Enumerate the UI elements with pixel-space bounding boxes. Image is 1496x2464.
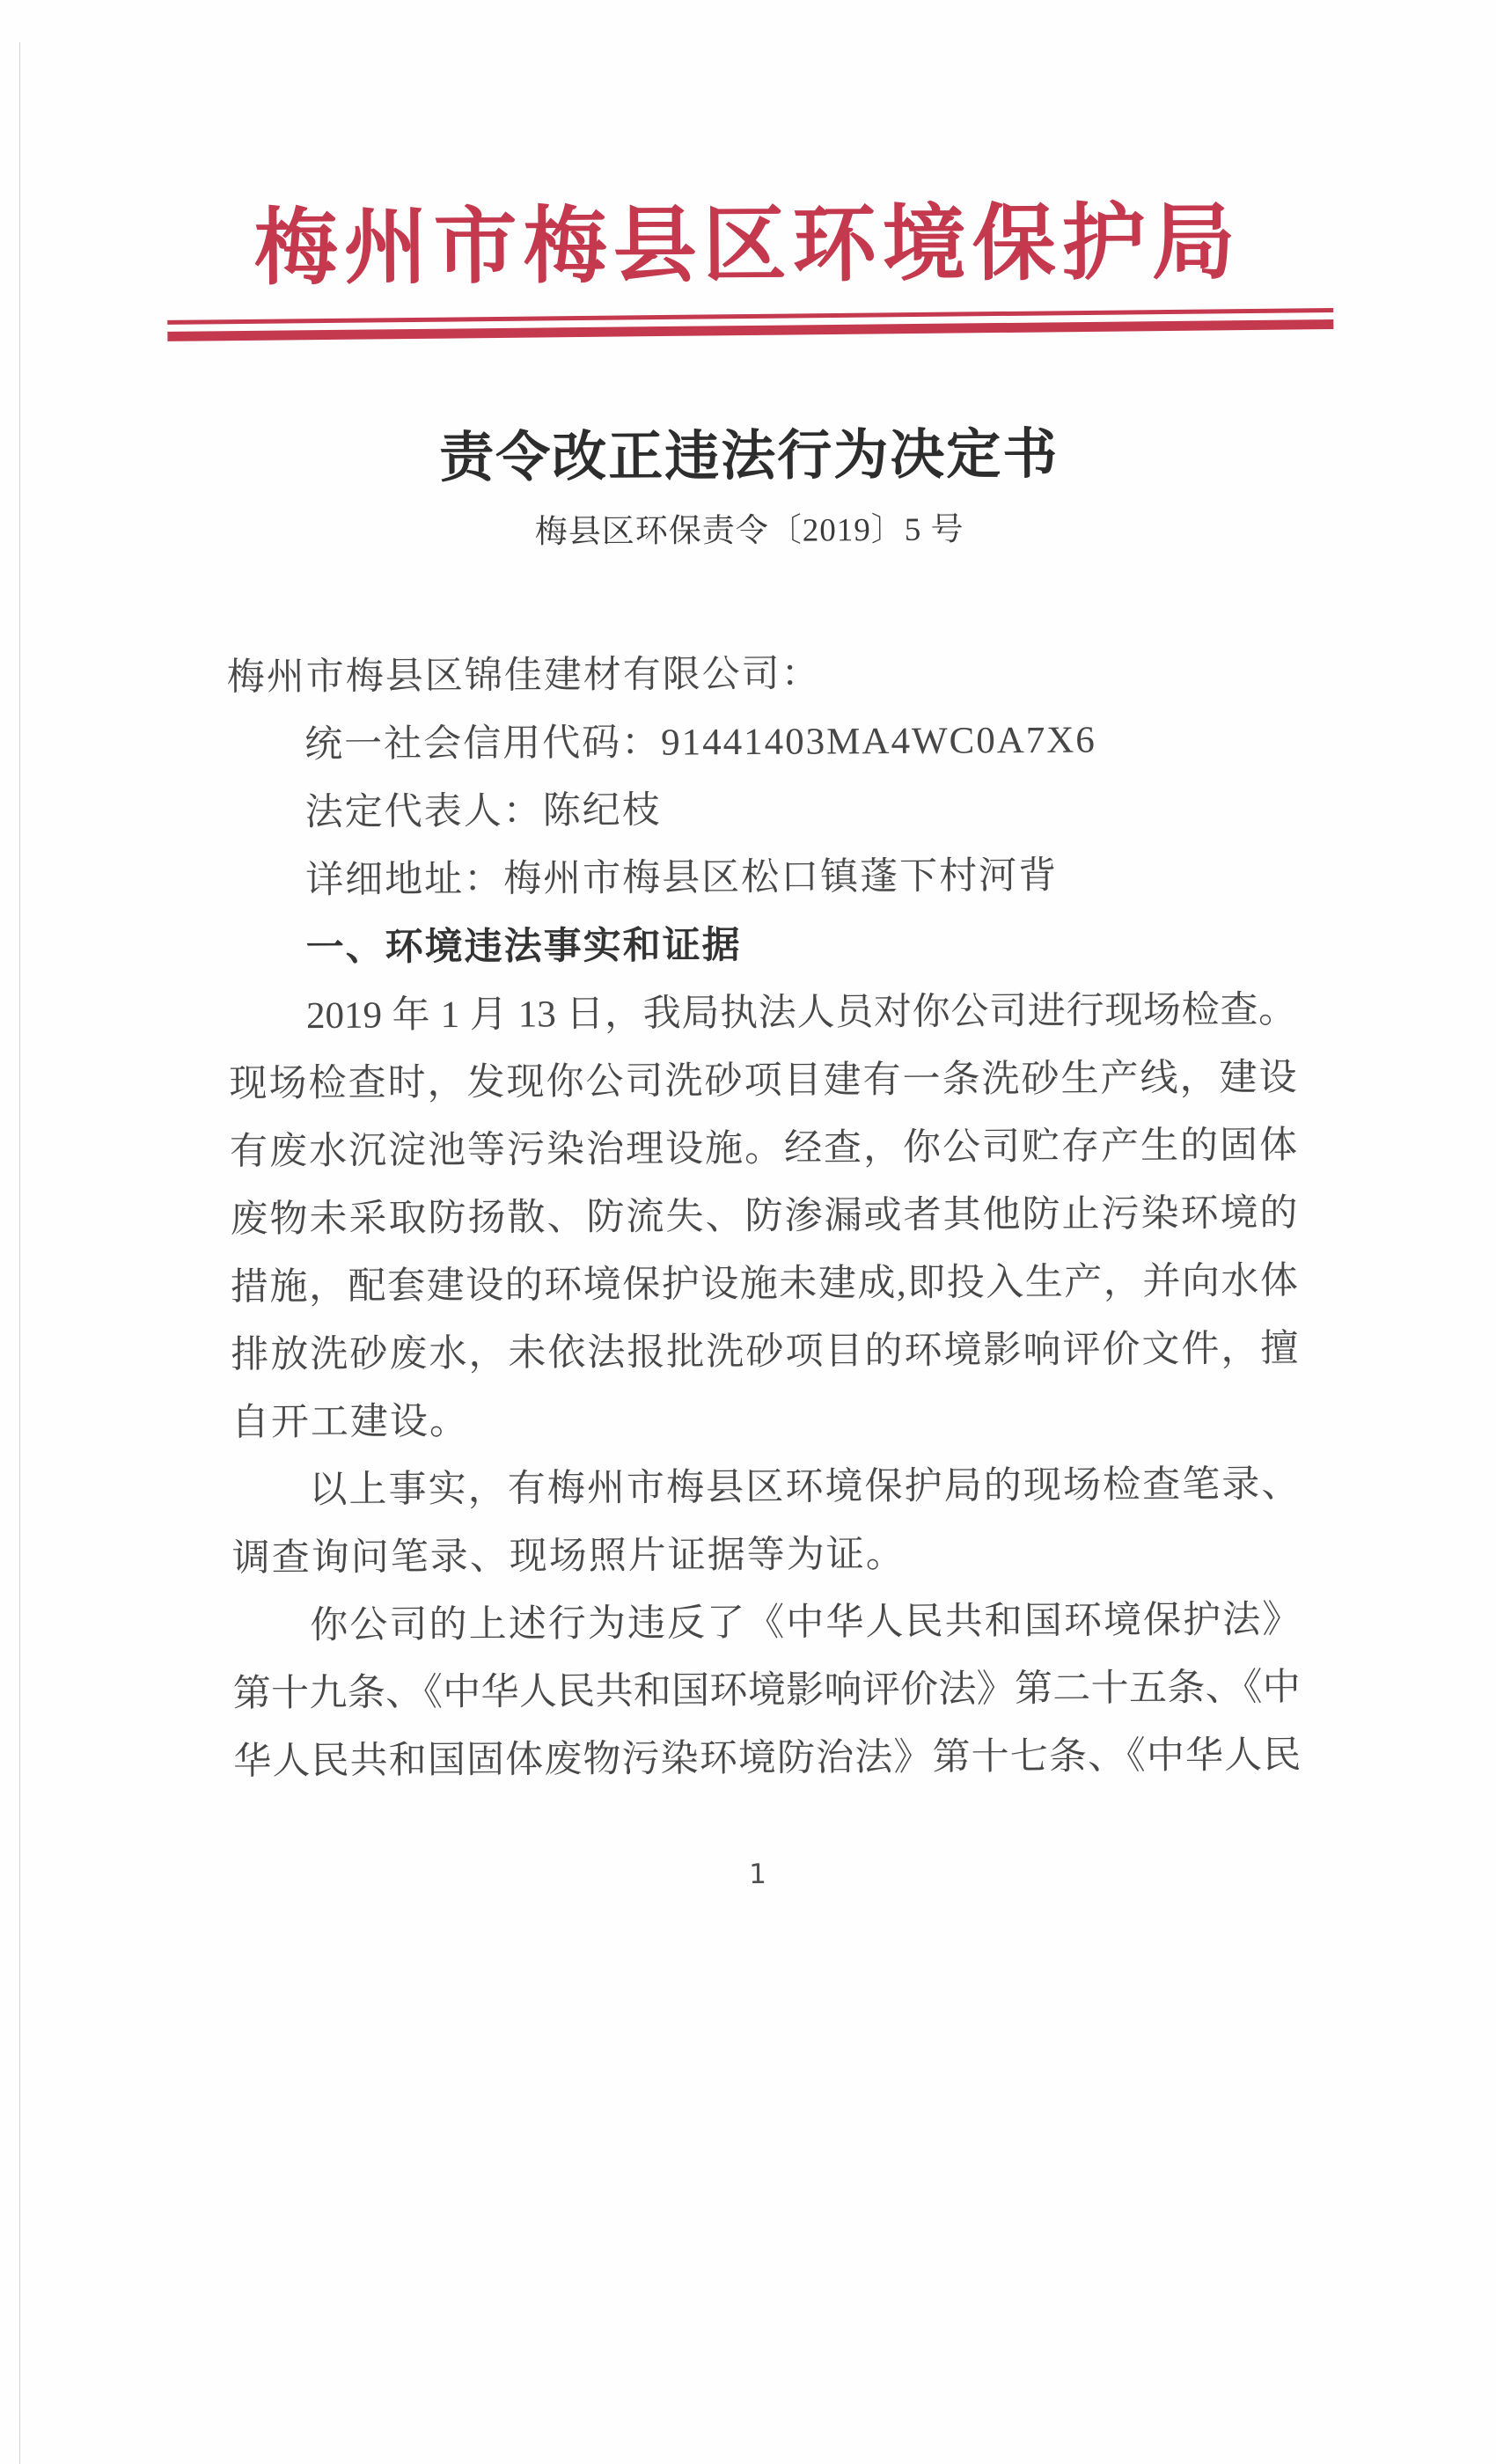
- body-line: 措施，配套建设的环境保护设施未建成,即投入生产，并向水体: [230, 1260, 1299, 1309]
- body-section-heading: 一、环境违法事实和证据: [305, 925, 742, 970]
- body-line: 2019 年 1 月 13 日，我局执法人员对你公司进行现场检查。: [305, 989, 1297, 1038]
- body-line: 自开工建设。: [231, 1400, 470, 1444]
- body-line: 废物未采取防扬散、防流失、防渗漏或者其他防止污染环境的: [230, 1192, 1298, 1241]
- body-line: 你公司的上述行为违反了《中华人民共和国环境保护法》: [310, 1599, 1301, 1647]
- body-line: 调查询问笔录、现场照片证据等为证。: [231, 1533, 906, 1580]
- body-line-recipient: 梅州市梅县区锦佳建材有限公司：: [226, 653, 821, 699]
- body-line: 以上事实，有梅州市梅县区环境保护局的现场检查笔录、: [309, 1463, 1300, 1512]
- body-line-credit-code: 统一社会信用代码：91441403MA4WC0A7X6: [304, 719, 1097, 766]
- agency-header: 梅州市梅县区环境保护局: [253, 195, 1243, 296]
- header-divider: [167, 308, 1333, 341]
- body-line: 华人民共和国固体废物污染环境防治法》第十七条、《中华人民: [233, 1734, 1302, 1783]
- document-body: [227, 637, 1302, 1795]
- document-number: 梅县区环保责令〔2019〕5 号: [534, 511, 964, 551]
- body-line-legal-rep: 法定代表人：陈纪枝: [304, 789, 662, 834]
- body-line: 排放洗砂废水，未依法报批洗砂项目的环境影响评价文件，擅: [231, 1328, 1299, 1376]
- body-line: 现场检查时，发现你公司洗砂项目建有一条洗砂生产线，建设: [229, 1057, 1297, 1105]
- body-line-address: 详细地址：梅州市梅县区松口镇蓬下村河背: [305, 854, 1059, 902]
- page-number: 1: [749, 1858, 767, 1891]
- body-line: 第十九条、《中华人民共和国环境影响评价法》第二十五条、《中: [232, 1667, 1301, 1715]
- document-title: 责令改正违法行为决定书: [438, 424, 1060, 489]
- body-line: 有废水沉淀池等污染治理设施。经查，你公司贮存产生的固体: [229, 1125, 1298, 1173]
